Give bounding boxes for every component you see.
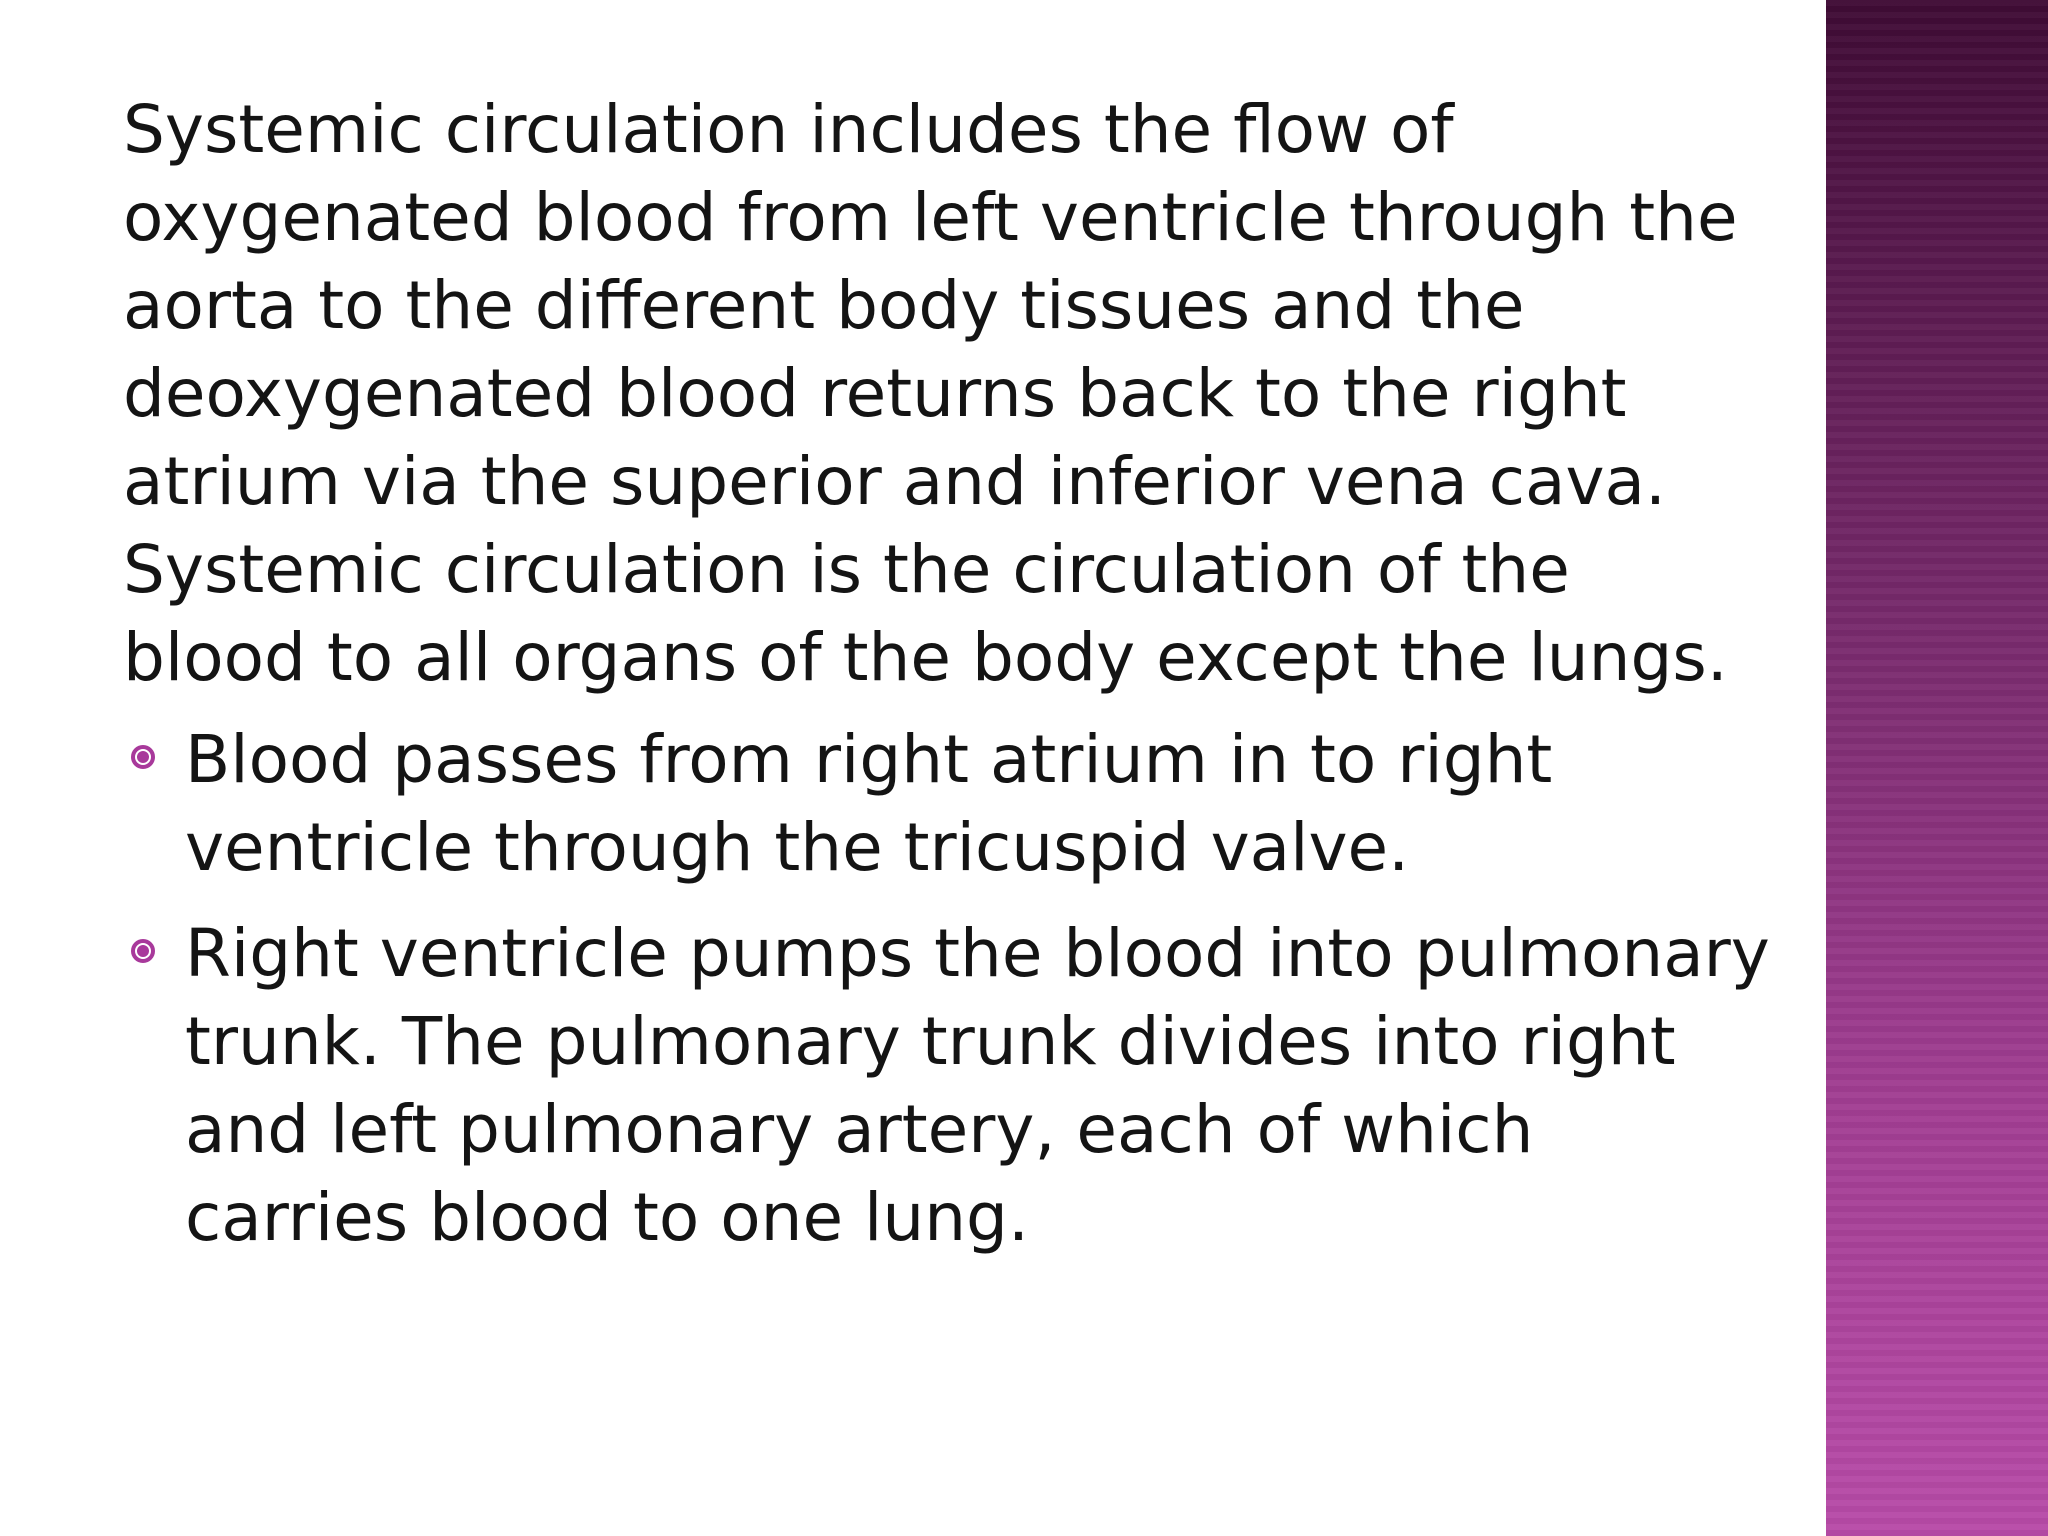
list-item bbox=[123, 910, 1773, 1262]
target-bullet-icon bbox=[131, 939, 155, 963]
bullet-text: Blood passes from right atrium in to right ventricle through the tricuspid valve. bbox=[185, 721, 1553, 886]
target-bullet-icon bbox=[131, 745, 155, 769]
slide-body bbox=[123, 86, 1773, 1280]
bullet-text: Right ventricle pumps the blood into pulmonary trunk. The pulmonary trunk divides into right and left pulmonary artery, each of which carries blood to one lung. bbox=[185, 915, 1770, 1256]
bullet-list bbox=[123, 716, 1773, 1262]
list-item bbox=[123, 716, 1773, 892]
intro-paragraph: Systemic circulation includes the flow of oxygenated blood from left ventricle through the aorta to the different body tissues and the deoxygenated blood returns back to the right atrium via the superior and inferior vena cava. Systemic circulation is the circulation of the blood to all organs of the body except the lungs. bbox=[123, 91, 1738, 696]
decorative-side-band bbox=[1826, 0, 2048, 1536]
